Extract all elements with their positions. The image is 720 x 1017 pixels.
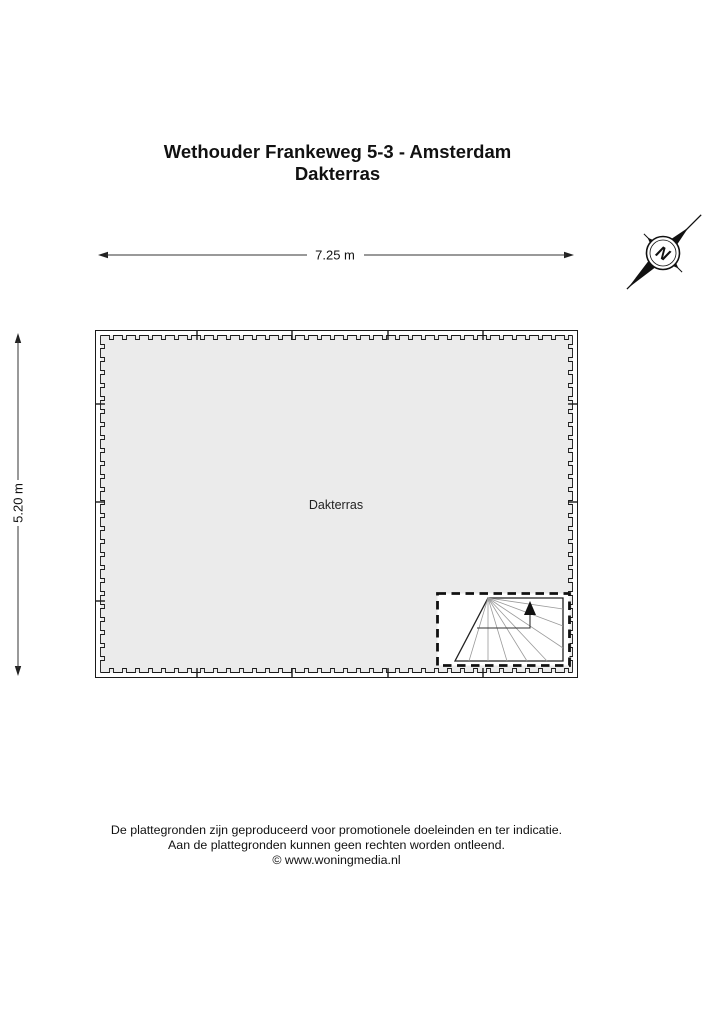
north-compass-icon <box>613 203 713 303</box>
title-floor: Dakterras <box>294 162 381 184</box>
staircase <box>438 594 570 666</box>
room-label: Dakterras <box>308 498 364 512</box>
dimension-horizontal <box>97 248 575 264</box>
footer-disclaimer <box>0 823 673 869</box>
dimension-horizontal-label: 7.25 m <box>315 248 355 263</box>
dimension-vertical <box>5 332 33 678</box>
compass-north-label: N <box>652 242 674 265</box>
footer-copyright: © www.woningmedia.nl <box>272 853 401 868</box>
title-address: Wethouder Frankeweg 5-3 - Amsterdam <box>163 141 512 162</box>
footer-line2: Aan de plattegronden kunnen geen rechten worden ontleend. <box>168 838 505 853</box>
footer-line1: De plattegronden zijn geproduceerd voor promotionele doeleinden en ter indicatie. <box>110 823 563 837</box>
page-title <box>0 141 675 184</box>
dimension-vertical-label: 5.20 m <box>10 483 26 523</box>
floorplan-drawing <box>95 330 578 678</box>
